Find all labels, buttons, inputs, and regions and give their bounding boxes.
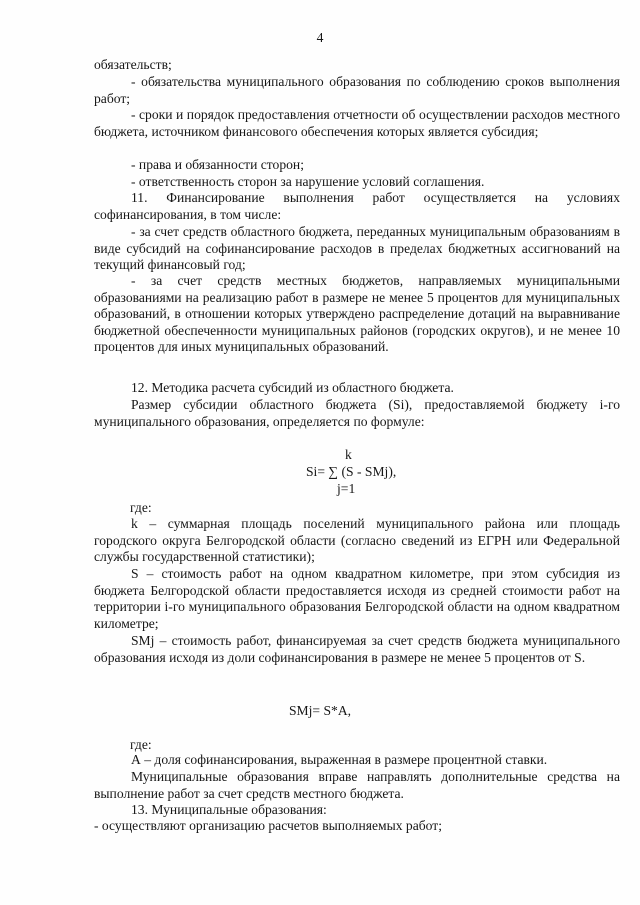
paragraph: - ответственность сторон за нарушение условий соглашения. xyxy=(131,174,485,189)
paragraph: - за счет средств областного бюджета, переданных муниципальным образованиям в виде субсидий на софинансирование расходов в пределах бюджетных ассигнований на текущий финансовый год; xyxy=(94,224,620,273)
paragraph: S – стоимость работ на одном квадратном километре, при этом субсидия из бюджета Белгородской области предоставляется исходя из средней стоимости работ на территории i-го муниципального образования Белгородской области на одном квадратном километре; xyxy=(94,566,620,631)
paragraph: Размер субсидии областного бюджета (Si), предоставляемой бюджету i-го муниципального образования, определяется по формуле: xyxy=(94,397,620,429)
where-label: где: xyxy=(130,500,152,515)
paragraph: Муниципальные образования вправе направлять дополнительные средства на выполнение работ за счет средств местного бюджета. xyxy=(94,769,620,801)
section-heading: 13. Муниципальные образования: xyxy=(131,802,327,817)
paragraph: - обязательства муниципального образования по соблюдению сроков выполнения работ; xyxy=(94,74,620,106)
page-number: 4 xyxy=(316,30,324,45)
paragraph: SMj – стоимость работ, финансируемая за счет средств бюджета муниципального образования исходя из доли софинансирования в размере не менее 5 процентов от S. xyxy=(94,633,620,665)
paragraph: - сроки и порядок предоставления отчетности об осуществлении расходов местного бюджета, источником финансового обеспечения которых является субсидия; xyxy=(94,107,620,139)
formula-smj: SMj= S*A, xyxy=(288,703,352,718)
paragraph: 11. Финансирование выполнения работ осуществляется на условиях софинансирования, в том числе: xyxy=(94,190,620,222)
paragraph: - за счет средств местных бюджетов, направляемых муниципальными образованиями на реализацию работ в размере не менее 5 процентов для муниципальных образований, в отношении которых утверждено распределение дотаций на выравнивание бюджетной обеспеченности муниципальных районов (городских округов), и не менее 10 процентов для иных муниципальных образований. xyxy=(94,273,620,355)
section-heading: 12. Методика расчета субсидий из областного бюджета. xyxy=(131,380,454,395)
where-label: где: xyxy=(130,737,152,752)
paragraph: - осуществляют организацию расчетов выполняемых работ; xyxy=(94,818,443,833)
paragraph: А – доля софинансирования, выраженная в размере процентной ставки. xyxy=(131,752,548,767)
paragraph: k – суммарная площадь поселений муниципального района или площадь городского округа Белгородской области (согласно сведений из ЕГРН или Федеральной службы государственной статистики); xyxy=(94,516,620,565)
formula-lower-limit: j=1 xyxy=(337,481,356,496)
paragraph: - права и обязанности сторон; xyxy=(131,157,304,172)
paragraph: обязательств; xyxy=(94,57,172,72)
formula-upper-limit: k xyxy=(345,447,352,462)
formula-body: Si= ∑ (S - SMj), xyxy=(306,464,397,479)
